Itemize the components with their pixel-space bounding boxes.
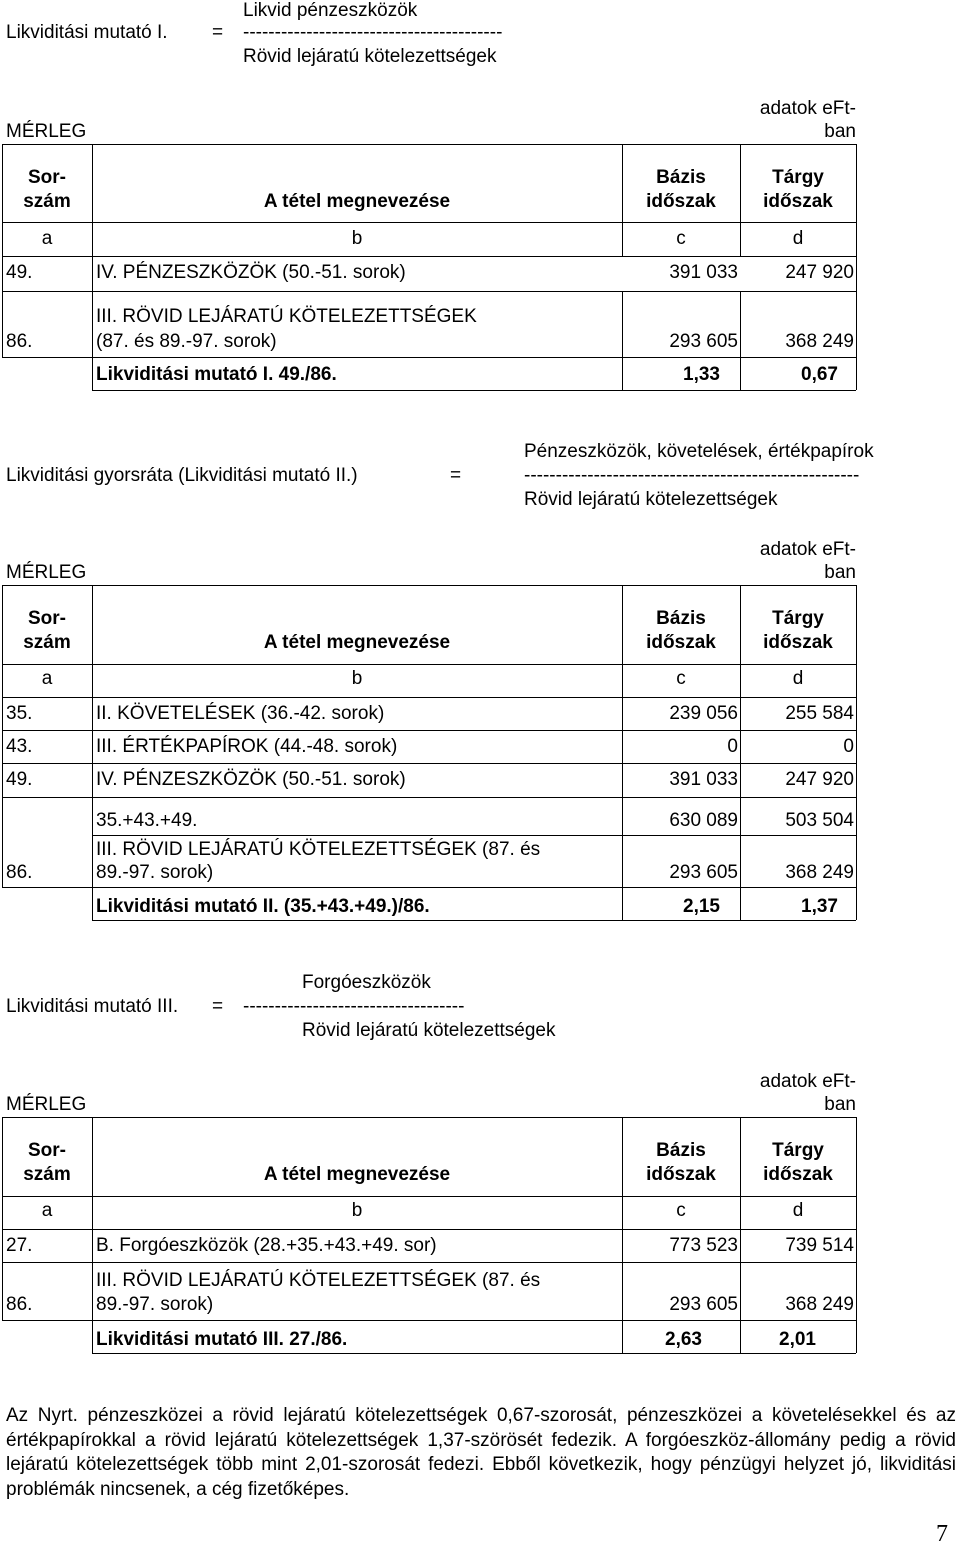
row-name: II. KÖVETELÉSEK (36.-42. sorok) [96,703,385,724]
row-name-line1: III. RÖVID LEJÁRATÚ KÖTELEZETTSÉGEK [96,306,477,327]
row-current-value: 0 [843,736,854,757]
result-base-value: 1,33 [683,364,720,385]
column-letter-c: c [676,228,686,249]
result-name: Likviditási mutató I. 49./86. [96,364,337,385]
row-number: 49. [6,262,33,283]
formula-label: Likviditási gyorsráta (Likviditási mutató II.) [6,465,358,486]
row-current-value: 255 584 [785,703,854,724]
header-item-name: A tétel megnevezése [263,632,451,653]
row-number: 49. [6,769,33,790]
merleg-heading: MÉRLEG [6,562,87,583]
header-base-period-2: időszak [646,191,716,212]
header-base-period-1: Bázis [656,608,706,629]
row-base-value: 0 [727,736,738,757]
row-number: 43. [6,736,33,757]
column-letter-b: b [351,668,363,689]
row-base-value: 293 605 [669,862,738,883]
column-letter-d: d [792,668,804,689]
units-note-line1: adatok eFt- [759,98,856,119]
row-name-line2: 89.-97. sorok) [96,862,214,883]
row-current-value: 247 920 [785,769,854,790]
row-base-value: 293 605 [669,1294,738,1315]
result-base-value: 2,63 [665,1329,702,1350]
formula-numerator: Forgóeszközök [302,972,431,993]
header-row-number-1: Sor- [28,167,66,188]
merleg-heading: MÉRLEG [6,121,87,142]
result-name: Likviditási mutató II. (35.+43.+49.)/86. [96,896,430,917]
formula-numerator: Likvid pénzeszközök [243,0,418,21]
formula-equals: = [212,996,224,1017]
header-base-period-2: időszak [646,632,716,653]
units-note-line1: adatok eFt- [759,1071,856,1092]
column-letter-b: b [351,228,363,249]
row-current-value: 247 920 [785,262,854,283]
header-current-period-1: Tárgy [772,608,824,629]
merleg-heading: MÉRLEG [6,1094,87,1115]
row-base-value: 391 033 [669,769,738,790]
row-current-value: 368 249 [785,862,854,883]
row-number: 86. [6,331,33,352]
row-name-line2: (87. és 89.-97. sorok) [96,331,277,352]
row-base-value: 773 523 [669,1235,738,1256]
row-current-value: 368 249 [785,1294,854,1315]
header-row-number-2: szám [23,1164,71,1185]
header-base-period-1: Bázis [656,167,706,188]
row-base-value: 239 056 [669,703,738,724]
formula-denominator: Rövid lejáratú kötelezettségek [243,46,497,67]
header-current-period-2: időszak [763,632,833,653]
row-base-value: 630 089 [669,810,738,831]
row-base-value: 391 033 [669,262,738,283]
header-current-period-1: Tárgy [772,167,824,188]
row-number: 86. [6,1294,33,1315]
column-letter-c: c [676,1200,686,1221]
units-note-line2: ban [824,562,856,583]
header-item-name: A tétel megnevezése [263,1164,451,1185]
units-note-line2: ban [824,121,856,142]
formula-denominator: Rövid lejáratú kötelezettségek [524,489,778,510]
formula-fraction-line: ----------------------------------------------------- [524,465,860,486]
formula-fraction-line: ----------------------------------- [243,996,465,1017]
header-item-name: A tétel megnevezése [263,191,451,212]
column-letter-d: d [792,1200,804,1221]
row-number: 86. [6,862,33,883]
column-letter-c: c [676,668,686,689]
formula-denominator: Rövid lejáratú kötelezettségek [302,1020,556,1041]
result-base-value: 2,15 [683,896,720,917]
row-name: III. ÉRTÉKPAPÍROK (44.-48. sorok) [96,736,398,757]
result-current-value: 2,01 [779,1329,816,1350]
result-current-value: 0,67 [801,364,838,385]
header-current-period-2: időszak [763,191,833,212]
row-number: 35. [6,703,33,724]
header-base-period-2: időszak [646,1164,716,1185]
header-row-number-1: Sor- [28,608,66,629]
header-row-number-2: szám [23,632,71,653]
result-current-value: 1,37 [801,896,838,917]
header-current-period-2: időszak [763,1164,833,1185]
conclusion-paragraph: Az Nyrt. pénzeszközei a rövid lejáratú kötelezettségek 0,67-szorosát, pénzeszközei a követelésekkel és az értékpapírokkal a rövid lejáratú kötelezettségek 1,37-szörösét fedezik. A forgóeszköz-állomány pedig a rövid lejáratú kötelezettségek több mint 2,01-szorosát fedezi. Ebből következik, hogy pénzügyi helyzet jó, likviditási problémák nincsenek, a cég fizetőképes. [6,1405,956,1500]
units-note-line1: adatok eFt- [759,539,856,560]
row-current-value: 368 249 [785,331,854,352]
formula-label: Likviditási mutató III. [6,996,179,1017]
header-base-period-1: Bázis [656,1140,706,1161]
row-name-line1: III. RÖVID LEJÁRATÚ KÖTELEZETTSÉGEK (87. és [96,1270,541,1291]
column-letter-a: a [41,1200,53,1221]
row-current-value: 739 514 [785,1235,854,1256]
header-row-number-2: szám [23,191,71,212]
column-letter-a: a [41,228,53,249]
row-name-line2: 89.-97. sorok) [96,1294,214,1315]
formula-fraction-line: ----------------------------------------- [243,22,503,43]
row-current-value: 503 504 [785,810,854,831]
units-note-line2: ban [824,1094,856,1115]
column-letter-a: a [41,668,53,689]
formula-equals: = [212,22,224,43]
formula-equals: = [450,465,462,486]
row-name: IV. PÉNZESZKÖZÖK (50.-51. sorok) [96,769,406,790]
formula-label: Likviditási mutató I. [6,22,168,43]
row-number: 27. [6,1235,33,1256]
header-row-number-1: Sor- [28,1140,66,1161]
row-name-line1: III. RÖVID LEJÁRATÚ KÖTELEZETTSÉGEK (87. és [96,839,541,860]
formula-numerator: Pénzeszközök, követelések, értékpapírok [524,441,874,462]
row-base-value: 293 605 [669,331,738,352]
row-name: 35.+43.+49. [96,810,198,831]
result-name: Likviditási mutató III. 27./86. [96,1329,348,1350]
column-letter-d: d [792,228,804,249]
column-letter-b: b [351,1200,363,1221]
row-name: IV. PÉNZESZKÖZÖK (50.-51. sorok) [96,262,406,283]
page-number: 7 [936,1521,948,1547]
header-current-period-1: Tárgy [772,1140,824,1161]
row-name: B. Forgóeszközök (28.+35.+43.+49. sor) [96,1235,437,1256]
